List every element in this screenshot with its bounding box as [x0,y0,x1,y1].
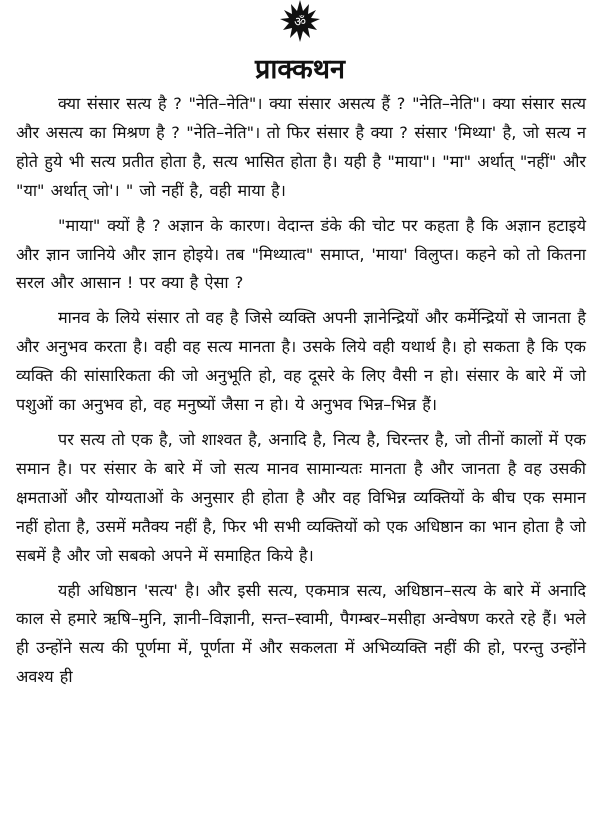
paragraph-1: क्या संसार सत्य है ? "नेति–नेति"। क्या संसार असत्य हैं ? "नेति–नेति"। क्या संसार सत्य और असत्य का मिश्रण है ? "नेति–नेति"। तो फिर संसार है क्या ? संसार 'मिथ्या' है, जो सत्य न होते हुये भी सत्य प्रतीत होता है, सत्य भासित होता है। यही है "माया"। "मा" अर्थात् "नहीं" और "या" अर्थात् जो'। " जो नहीं है, वही माया है। [16,94,586,200]
paragraph-5: यही अधिष्ठान 'सत्य' है। और इसी सत्य, एकमात्र सत्य, अधिष्ठान–सत्य के बारे में अनादि काल से हमारे ऋषि–मुनि, ज्ञानी–विज्ञानी, सन्त–स्वामी, पैगम्बर–मसीहा अन्वेषण करते रहे हैं। भले ही उन्होंने सत्य की पूर्णमा में, पूर्णता में और सकलता में अभिव्यक्ति नहीं की हो, परन्तु उन्होंने अवश्य ही [16,580,586,687]
page-title: प्राक्कथन [254,54,346,85]
body-text [16,90,586,698]
paragraph-4: पर सत्य तो एक है, जो शाश्वत है, अनादि है, नित्य है, चिरन्तर है, जो तीनों कालों में एक समान है। पर संसार के बारे में जो सत्य मानव सामान्यतः मानता है और जानता है वह उसकी क्षमताओं और योग्यताओं के अनुसार ही होता है और वह विभिन्न व्यक्तियों के बीच एक समान नहीं होता है, उसमें मतैक्य नहीं है, फिर भी सभी व्यक्तियों को एक अधिष्ठान का भान होता है जो सबमें है और जो सबको अपने में समाहित किये है। [16,429,586,565]
paragraph-2: "माया" क्यों है ? अज्ञान के कारण। वेदान्त डंके की चोट पर कहता है कि अज्ञान हटाइये और ज्ञान जानिये और ज्ञान होइये। तब "मिथ्यात्व" समाप्त, 'माया' विलुप्त। कहने को तो कितना सरल और आसान ! पर क्या है ऐसा ? [16,215,586,293]
om-glyph: ॐ [294,15,306,30]
paragraph-3: मानव के लिये संसार तो वह है जिसे व्यक्ति अपनी ज्ञानेन्द्रियों और कर्मेन्द्रियों से जानता है और अनुभव करता है। वही वह सत्य मानता है। उसके लिये वही यथार्थ है। हो सकता है कि एक व्यक्ति की सांसारिकता की जो अनुभूति हो, वह दूसरे के लिए वैसी न हो। संसार के बारे में जो पशुओं का अनुभव हो, वह मनुष्यों जैसा न हो। ये अनुभव भिन्न–भिन्न हैं। [16,308,586,415]
om-sun-icon [274,0,326,44]
